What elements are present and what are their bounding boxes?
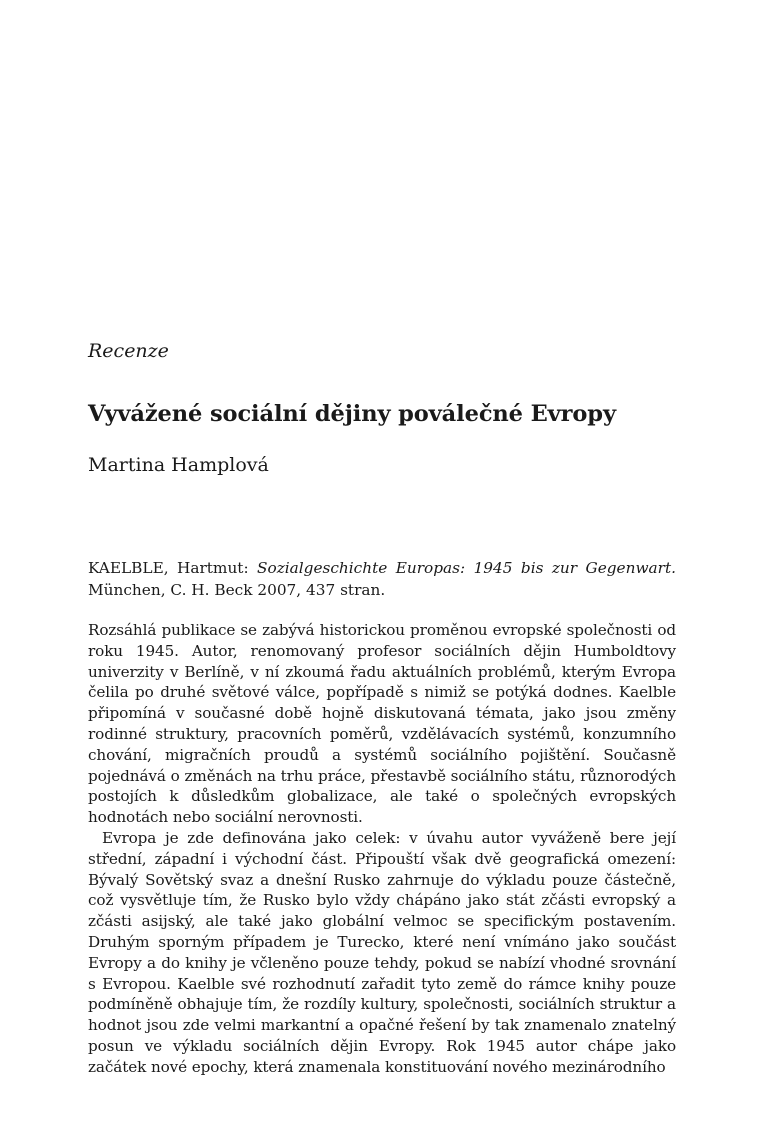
citation-book-title: Sozialgeschichte Europas: 1945 bis zur Gegenwart.	[257, 559, 676, 577]
paragraph-2: Evropa je zde definována jako celek: v úvahu autor vyváženě bere její střední, západní i východní část. Připouští však dvě geografická omezení: Bývalý Sovětský svaz a dnešní Rusko zahrnuje do výkladu pouze částečně, což vysvětluje tím, že Rusko bylo vždy chápáno jako stát zčásti evropský a zčásti asijský, ale také jako globální velmoc se specifickým postavením. Druhým sporným případem je Turecko, které není vnímáno jako součást Evropy a do knihy je včleněno pouze tehdy, pokud se nabízí vhodné srovnání s Evropou. Kaelble své rozhodnutí zařadit tyto země do rámce knihy pouze podmíněně obhajuje tím, že rozdíly kultury, společnosti, sociálních struktur a hodnot jsou zde velmi markantní a opačné řešení by tak znamenalo znatelný posun ve výkladu sociálních dějin Evropy. Rok 1945 autor chápe jako začátek nové epochy, která znamenala konstituování nového mezinárodního	[88, 828, 676, 1076]
book-citation	[88, 557, 676, 601]
article-title: Vyvážené sociální dějiny poválečné Evropy	[88, 401, 616, 427]
review-body	[88, 620, 676, 1078]
author-name: Martina Hamplová	[88, 454, 269, 476]
section-label: Recenze	[88, 340, 169, 362]
paragraph-1: Rozsáhlá publikace se zabývá historickou proměnou evropské společnosti od roku 1945. Autor, renomovaný profesor sociálních dějin Humboldtovy univerzity v Berlíně, v ní zkoumá řadu aktuálních problémů, kterým Evropa čelila po druhé světové válce, popřípadě s nimiž se potýká dodnes. Kaelble připomíná v současné době hojně diskutovaná témata, jako jsou změny rodinné struktury, pracovních poměrů, vzdělávacích systémů, konzumního chování, migračních proudů a systémů sociálního pojištění. Současně pojednává o změnách na trhu práce, přestavbě sociálního státu, různorodých postojích k důsledkům globalizace, ale také o společných evropských hodnotách nebo sociální nerovnosti.	[88, 621, 676, 827]
citation-author: KAELBLE, Hartmut:	[88, 559, 258, 577]
citation-publisher: München, C. H. Beck 2007, 437 stran.	[88, 581, 386, 599]
